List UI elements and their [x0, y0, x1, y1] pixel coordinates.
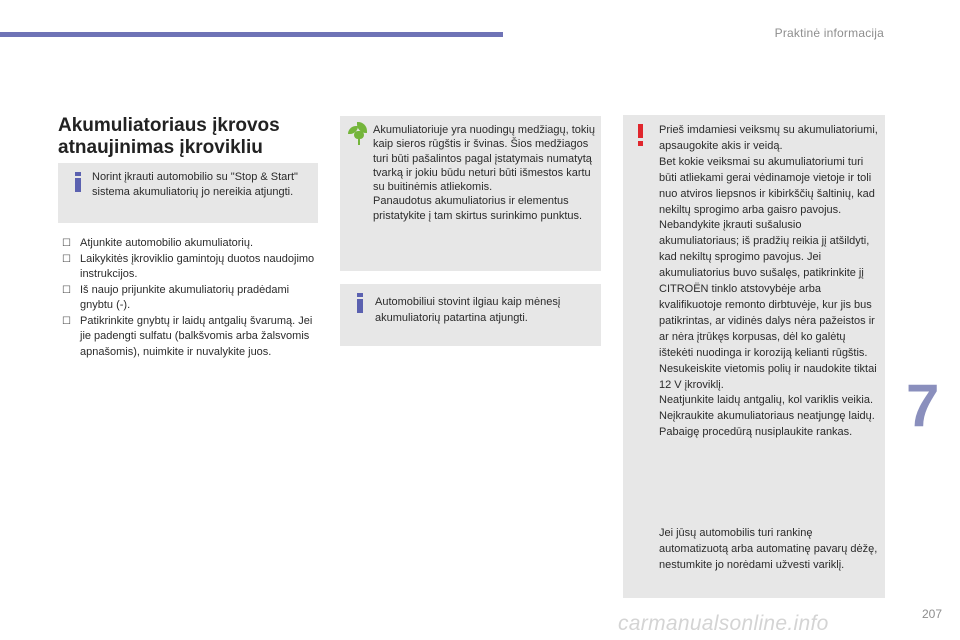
info-note-text: Automobiliui stovint ilgiau kaip mėnesį akumuliatorių patartina atjungti.	[375, 296, 561, 324]
chapter-number: 7	[906, 372, 940, 439]
warning-icon	[635, 124, 647, 146]
warning-note-text: Prieš imdamiesi veiksmų su akumuliatoriumi, apsaugokite akis ir veidą. Bet kokie veiksmai su akumuliatoriumi turi būti atliekami gerai vėdinamoje vietoje ir toli nuo atviros liepsnos ir kibirkščių šaltinių, kad nekiltų sprogimo arba gaisro pavojus. Nebandykite įkrauti sušalusio akumuliatoriaus; iš pradžių reikia jį atšildyti, kad nekiltų sprogimo pavojus. Jei akumuliatorius buvo sušalęs, patikrinkite jį CITROËN tinklo atstovybėje arba kvalifikuotoje remonto dirbtuvėje, kur jis bus patikrintas, ar vidinės dalys nėra pažeistos ir ar nėra įtrūkęs korpusas, dėl ko galėtų ištekėti nuodinga ir koroziją kelianti rūgštis. Nesukeiskite vietomis polių ir naudokite tiktai 12 V įkroviklį. Neatjunkite laidų antgalių, kol variklis veikia. Neįkraukite akumuliatoriaus neatjungę laidų. Pabaigę procedūrą nusiplaukite rankas.	[659, 124, 878, 439]
info-note-disconnect	[340, 284, 601, 346]
header-title: Praktinė informacija	[774, 26, 884, 40]
section-title: Akumuliatoriaus įkrovos atnaujinimas įkrovikliu	[58, 115, 280, 158]
leaf-icon	[348, 122, 370, 146]
header-accent-bar	[0, 32, 503, 37]
checkbox-bullet-icon: ☐	[62, 284, 71, 296]
checkbox-bullet-icon: ☐	[62, 238, 71, 249]
watermark: carmanualsonline.info	[618, 612, 829, 635]
info-icon	[353, 293, 367, 313]
page-number: 207	[921, 607, 942, 621]
eco-note	[340, 116, 601, 271]
list-item: ☐ Patikrinkite gnybtų ir laidų antgalių švarumą. Jei jie padengti sulfatu (balkšvomis arba žalsvomis apnašomis), nuimkite ir nuvalykite juos.	[62, 314, 313, 358]
eco-note-text: Akumuliatoriuje yra nuodingų medžiagų, tokių kaip sieros rūgštis ir švinas. Šios medžiagos turi būti pašalintos pagal įstatymais numatytą tvarką ir jokiu būdu neturi būti išmestos kartu su buitinėmis atliekomis. Panaudotus akumuliatorius ir elementus pristatykite į tam skirtus surinkimo punktus.	[373, 124, 595, 222]
info-icon	[71, 172, 85, 192]
warning-note-text-gearbox: Jei jūsų automobilis turi rankinę automatizuotą arba automatinę pavarų dėžę, nestumkite jo norėdami užvesti variklį.	[659, 527, 878, 571]
list-item: ☐ Laikykitės įkroviklio gamintojų duotos naudojimo instrukcijos.	[62, 252, 315, 280]
list-item: ☐ Iš naujo prijunkite akumuliatorių pradėdami gnybtu (-).	[62, 283, 290, 311]
info-note-stop-start	[58, 163, 318, 223]
list-item: ☐ Atjunkite automobilio akumuliatorių.	[62, 236, 324, 252]
instruction-list	[62, 236, 324, 360]
checkbox-bullet-icon: ☐	[62, 253, 71, 265]
warning-note	[623, 115, 885, 598]
info-note-text: Norint įkrauti automobilio su "Stop & Start" sistema akumuliatorių jo nereikia atjungti.	[92, 171, 298, 199]
checkbox-bullet-icon: ☐	[62, 315, 71, 327]
